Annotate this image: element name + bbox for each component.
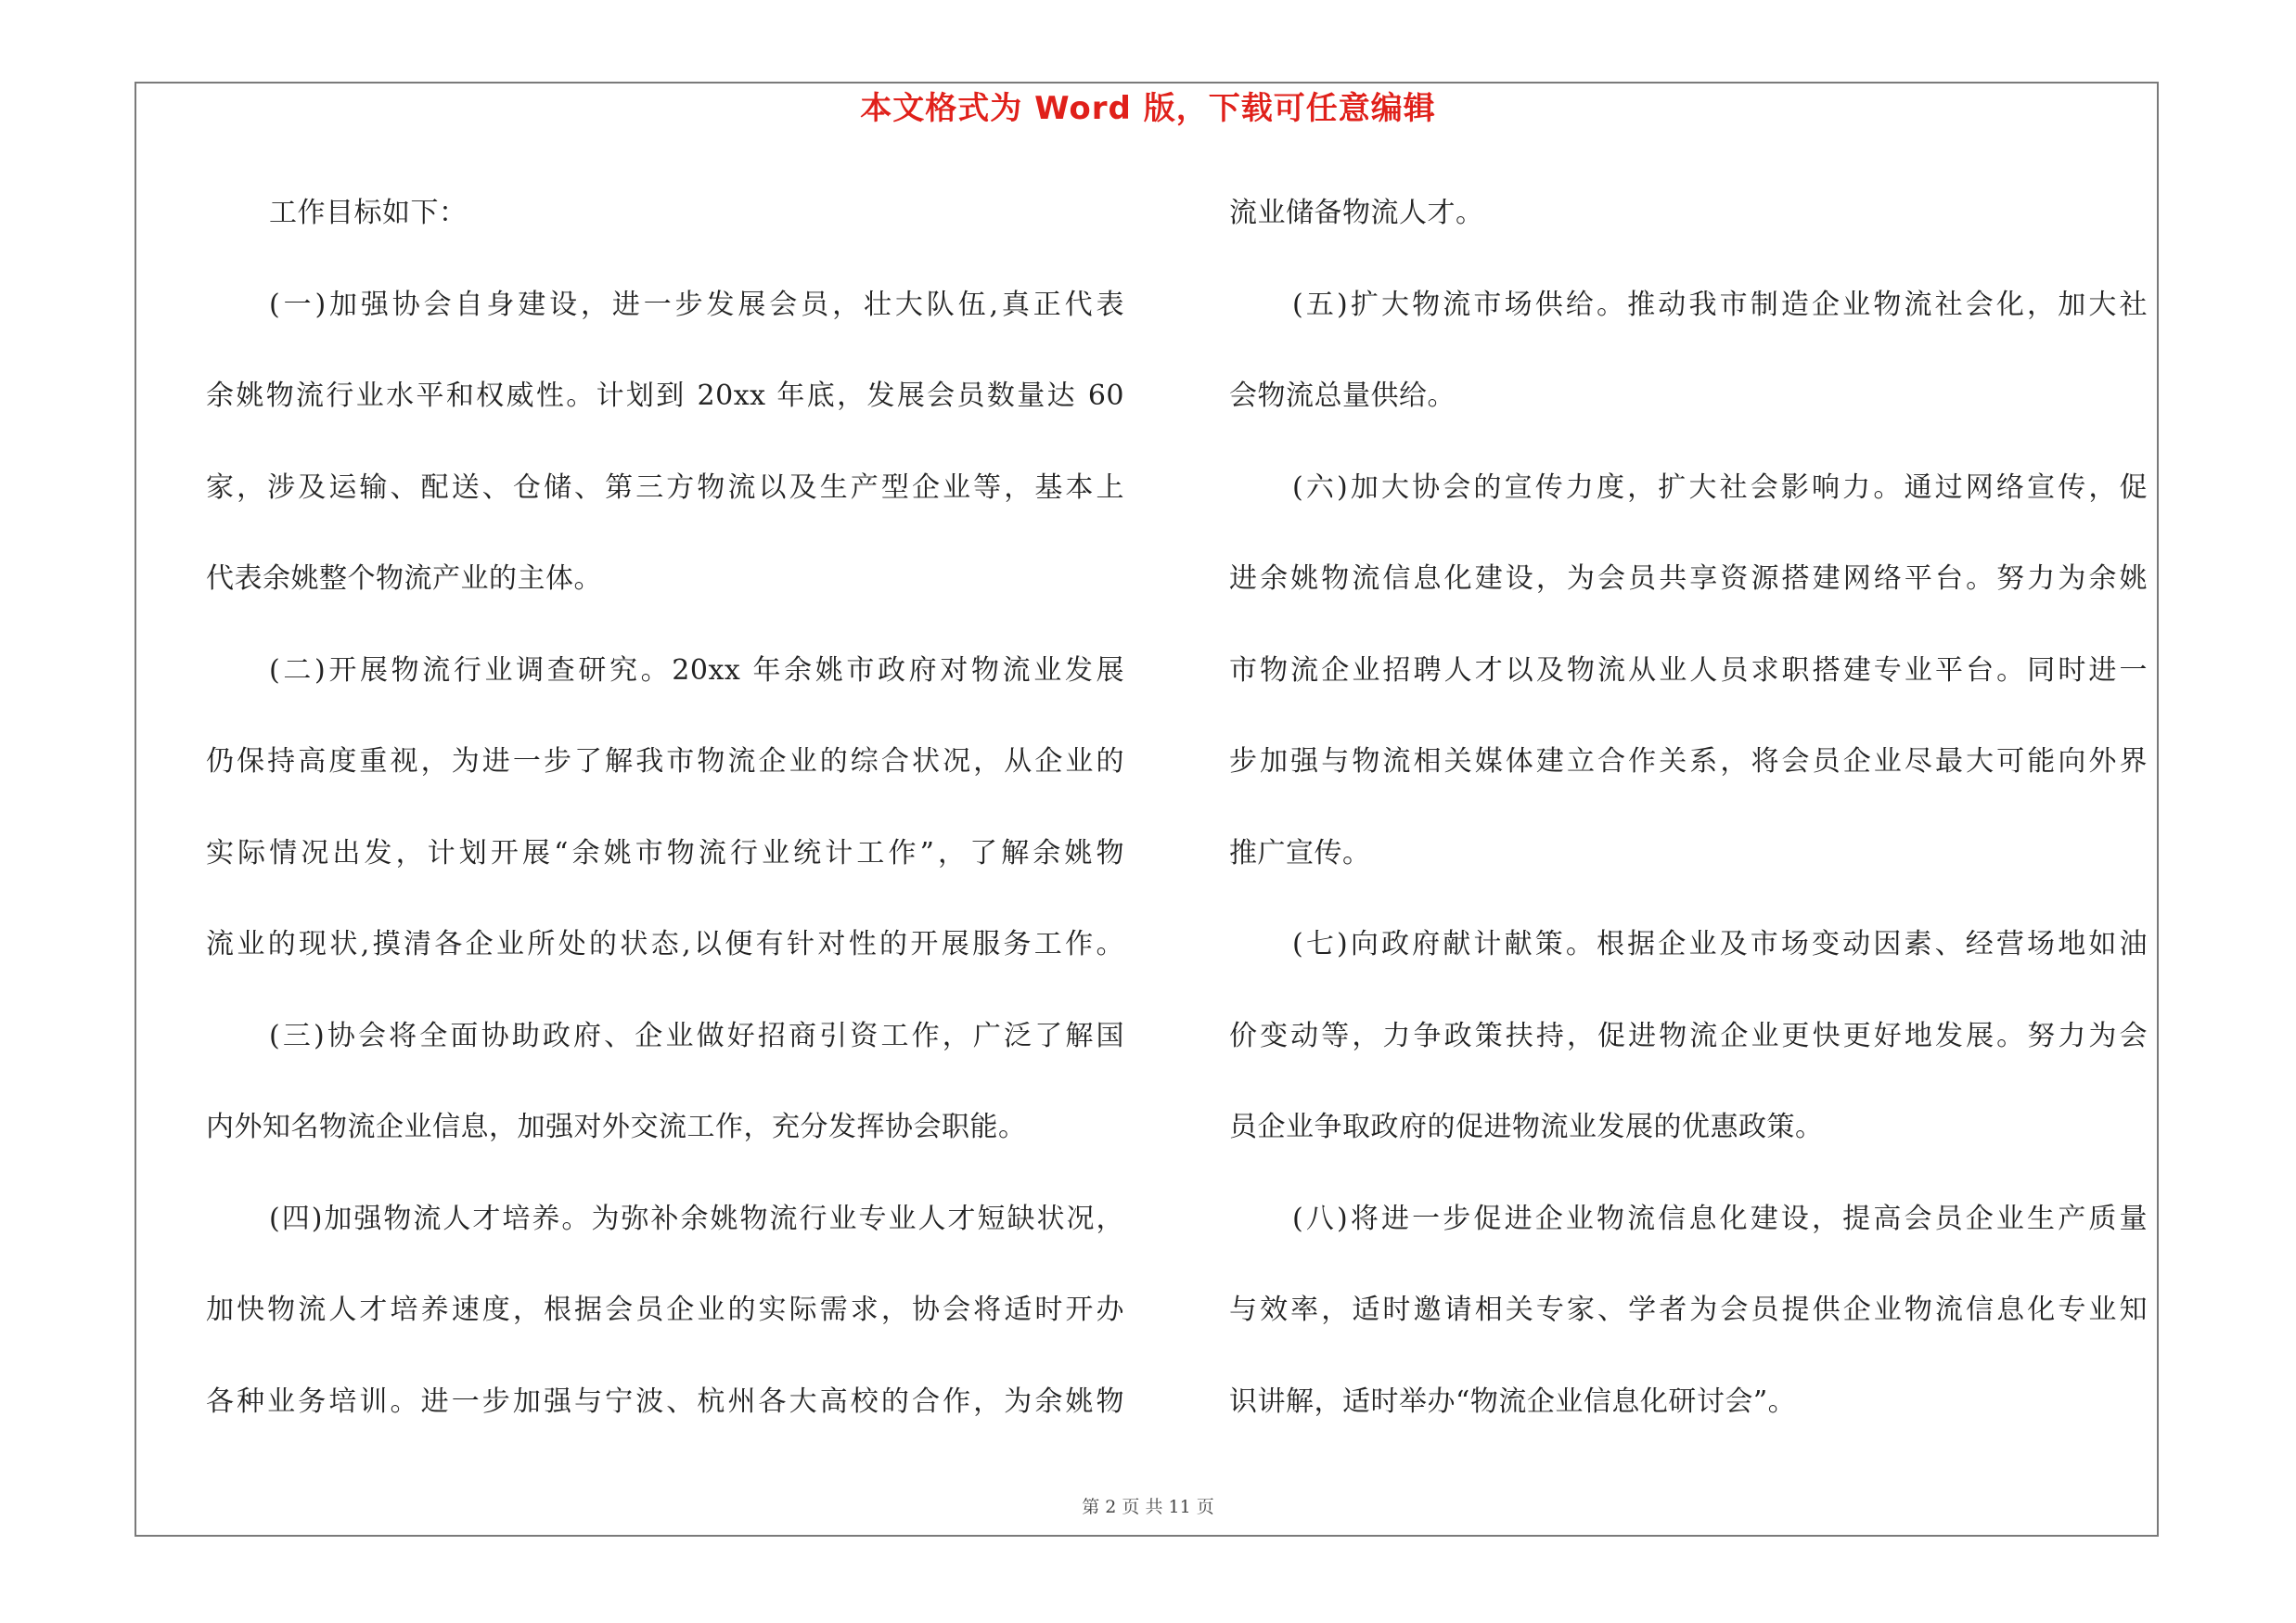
text-line: (二)开展物流行业调查研究。20xx 年余姚市政府对物流业发展 xyxy=(269,653,1124,687)
right-text-column xyxy=(1229,186,2148,1465)
left-text-column xyxy=(206,186,1124,1465)
text-line: (六)加大协会的宣传力度，扩大社会影响力。通过网络宣传，促 xyxy=(1292,470,2148,504)
text-line: 价变动等，力争政策扶持，促进物流企业更快更好地发展。努力为会 xyxy=(1229,1019,2148,1052)
text-line: 会物流总量供给。 xyxy=(1229,380,1456,412)
text-line: 步加强与物流相关媒体建立合作关系，将会员企业尽最大可能向外界 xyxy=(1229,745,2148,778)
text-line: 员企业争取政府的促进物流业发展的优惠政策。 xyxy=(1229,1111,1824,1143)
text-line: 各种业务培训。进一步加强与宁波、杭州各大高校的合作，为余姚物 xyxy=(206,1385,1124,1418)
text-line: (一)加强协会自身建设，进一步发展会员，壮大队伍,真正代表 xyxy=(269,288,1124,321)
text-line: 推广宣传。 xyxy=(1229,836,1371,869)
text-line: 家，涉及运输、配送、仓储、第三方物流以及生产型企业等，基本上 xyxy=(206,470,1124,504)
text-line: 市物流企业招聘人才以及物流从业人员求职搭建专业平台。同时进一 xyxy=(1229,653,2148,687)
text-line: 加快物流人才培养速度，根据会员企业的实际需求，协会将适时开办 xyxy=(206,1294,1124,1326)
page-number-footer: 第 2 页 共 11 页 xyxy=(1082,1497,1214,1517)
text-line: 进余姚物流信息化建设，为会员共享资源搭建网络平台。努力为余姚 xyxy=(1229,562,2148,595)
text-line: 代表余姚整个物流产业的主体。 xyxy=(206,562,602,595)
text-line: 余姚物流行业水平和权威性。计划到 20xx 年底，发展会员数量达 60 xyxy=(206,380,1124,412)
text-line: 流业的现状,摸清各企业所处的状态,以便有针对性的开展服务工作。 xyxy=(206,928,1124,960)
text-line: (五)扩大物流市场供给。推动我市制造企业物流社会化，加大社 xyxy=(1292,288,2148,321)
text-line: 流业储备物流人才。 xyxy=(1229,197,1484,229)
format-notice-banner: 本文格式为 Word 版，下载可任意编辑 xyxy=(860,90,1436,127)
text-line: 识讲解，适时举办“物流企业信息化研讨会”。 xyxy=(1229,1385,1797,1418)
text-line: 内外知名物流企业信息，加强对外交流工作，充分发挥协会职能。 xyxy=(206,1111,1027,1143)
text-line: (三)协会将全面协助政府、企业做好招商引资工作，广泛了解国 xyxy=(269,1019,1124,1052)
text-line: 仍保持高度重视，为进一步了解我市物流企业的综合状况，从企业的 xyxy=(206,745,1124,778)
text-line: (四)加强物流人才培养。为弥补余姚物流行业专业人才短缺状况， xyxy=(269,1202,1124,1235)
text-line: (八)将进一步促进企业物流信息化建设，提高会员企业生产质量 xyxy=(1292,1202,2148,1235)
text-line: (七)向政府献计献策。根据企业及市场变动因素、经营场地如油 xyxy=(1292,928,2148,960)
text-line: 实际情况出发，计划开展“余姚市物流行业统计工作”，了解余姚物 xyxy=(206,836,1124,869)
text-line: 与效率，适时邀请相关专家、学者为会员提供企业物流信息化专业知 xyxy=(1229,1294,2148,1326)
text-line: 工作目标如下： xyxy=(269,197,468,229)
